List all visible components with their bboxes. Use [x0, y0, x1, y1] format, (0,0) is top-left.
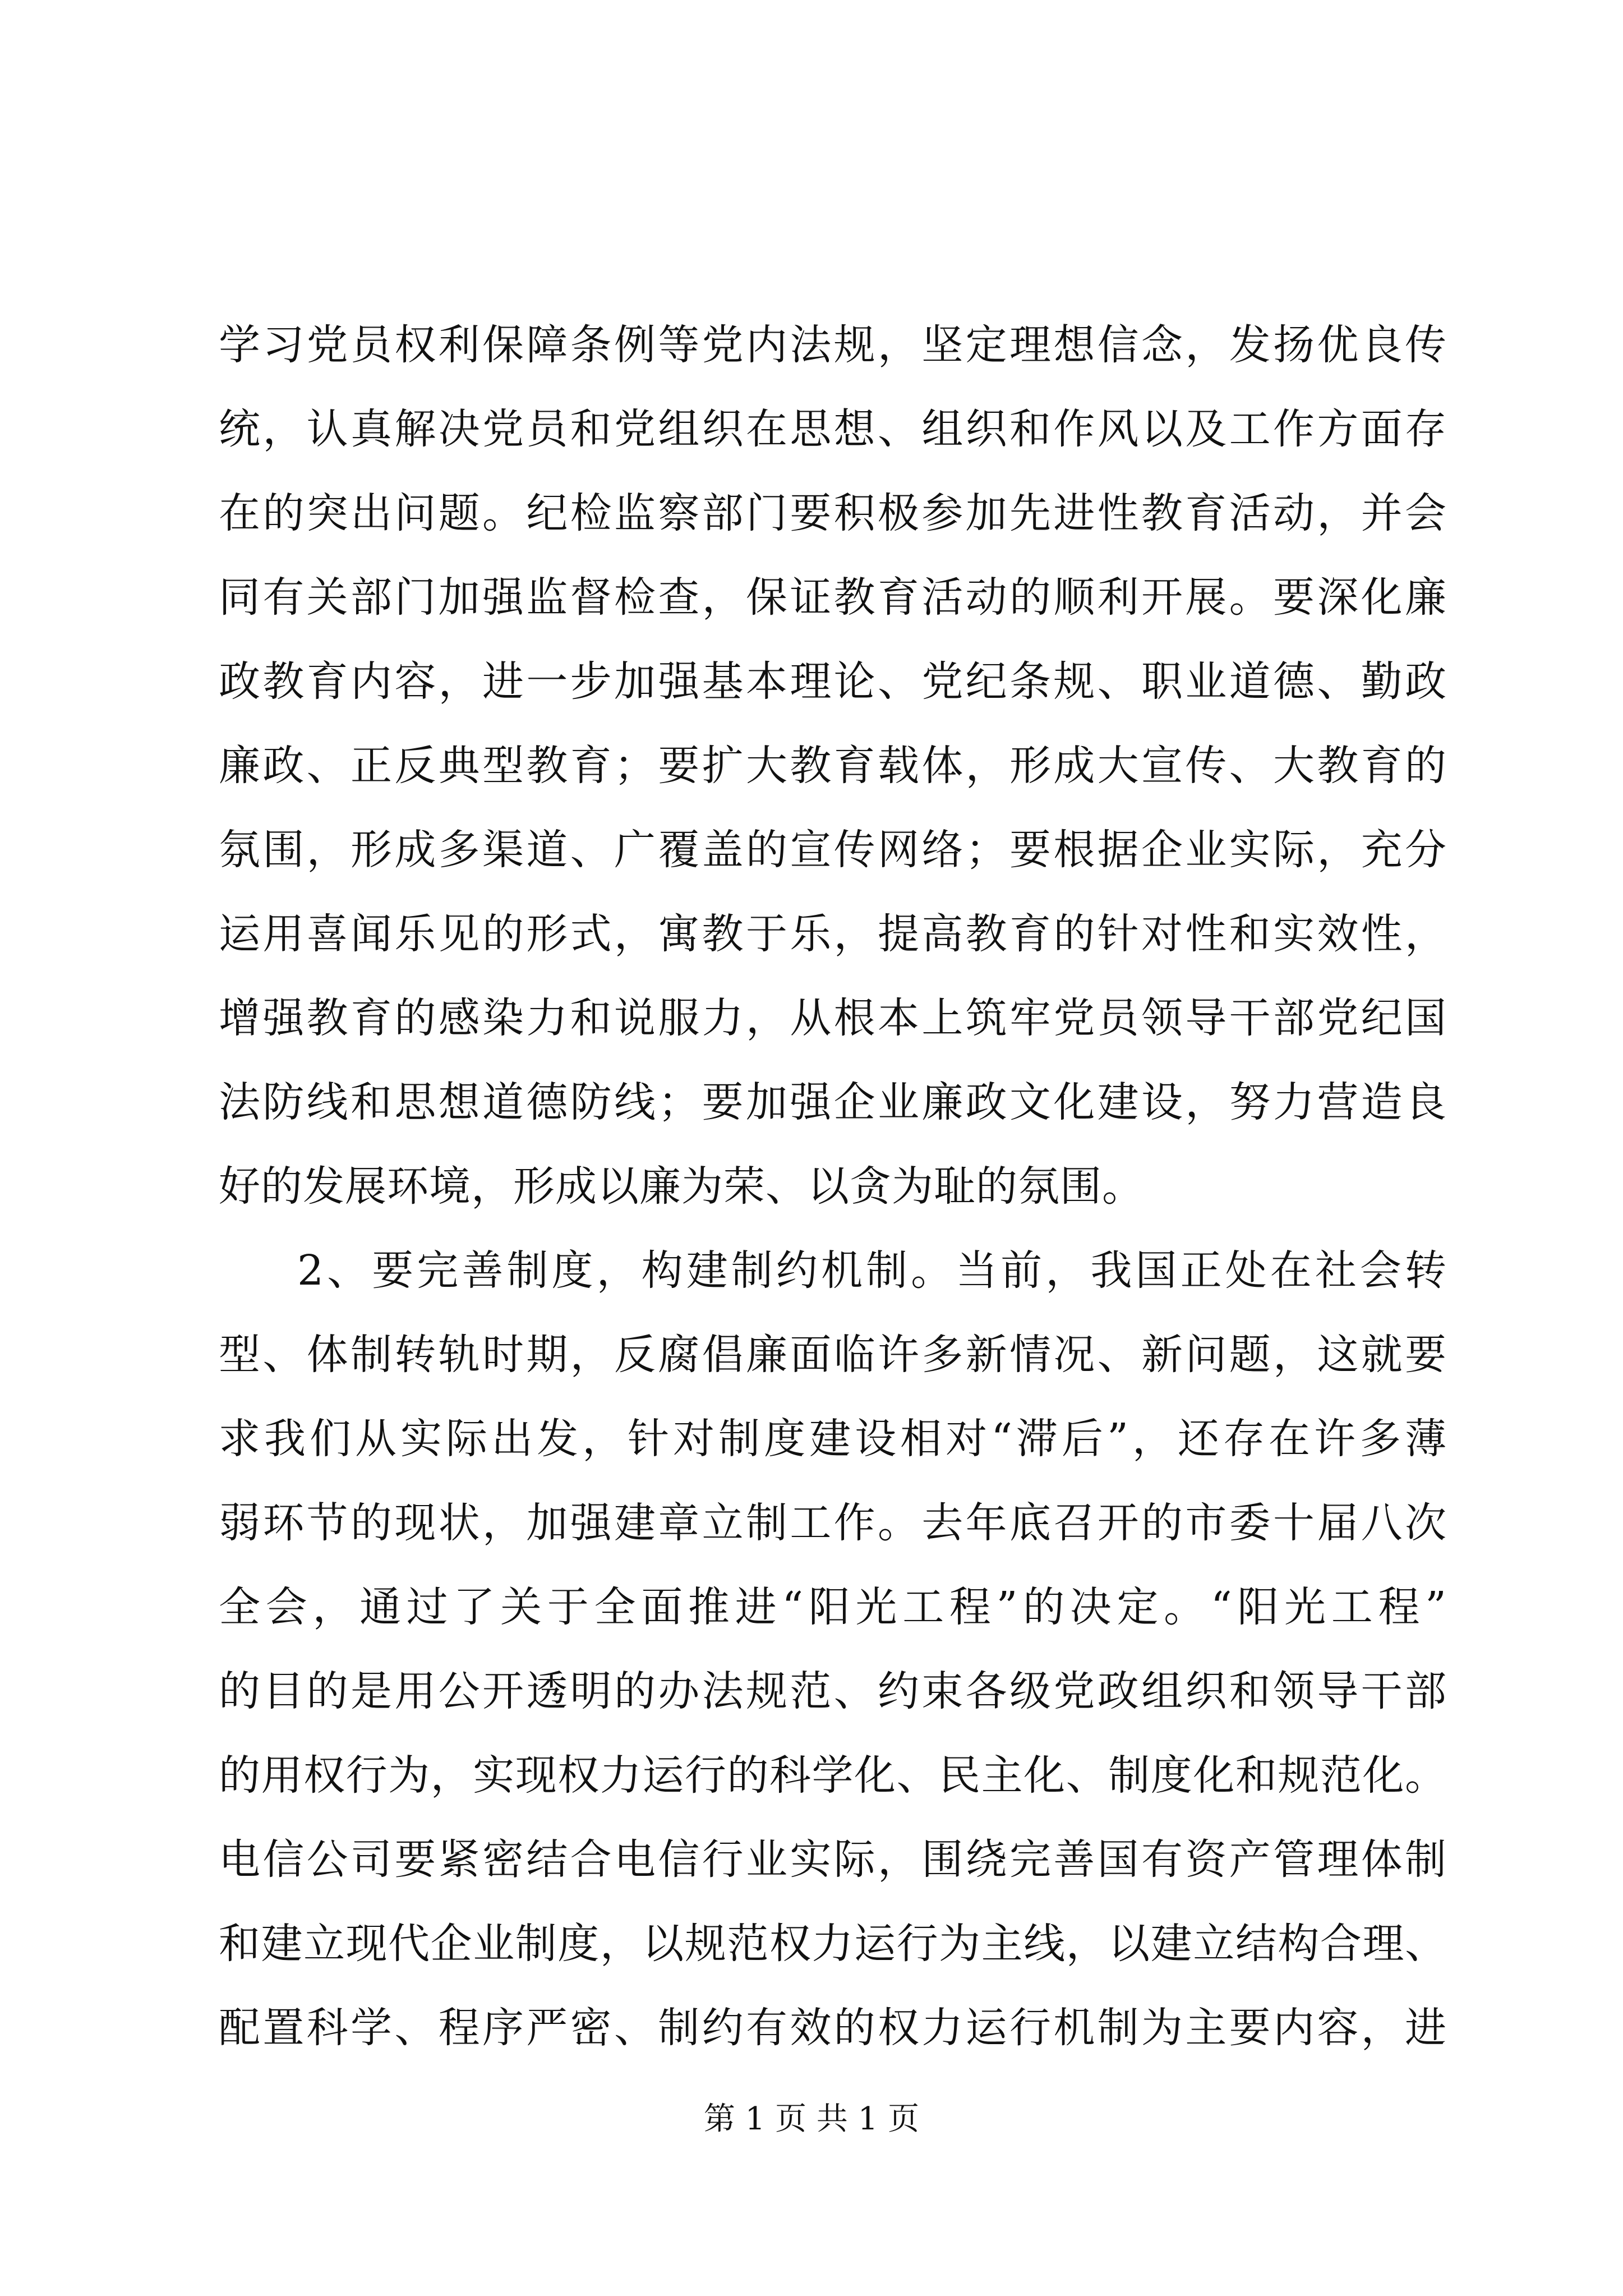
- text-line: 政教育内容，进一步加强基本理论、党纪条规、职业道德、勤政: [219, 657, 1447, 706]
- text-line: 电信公司要紧密结合电信行业实际，围绕完善国有资产管理体制: [219, 1835, 1447, 1884]
- text-line: 在的突出问题。纪检监察部门要积极参加先进性教育活动，并会: [219, 489, 1447, 537]
- text-line: 法防线和思想道德防线；要加强企业廉政文化建设，努力营造良: [219, 1078, 1447, 1126]
- text-line: 求我们从实际出发，针对制度建设相对“滞后”，还存在许多薄: [219, 1415, 1447, 1463]
- text-line: 的目的是用公开透明的办法规范、约束各级党政组织和领导干部: [219, 1667, 1447, 1715]
- text-line: 学习党员权利保障条例等党内法规，坚定理想信念，发扬优良传: [219, 321, 1447, 369]
- text-line: 增强教育的感染力和说服力，从根本上筑牢党员领导干部党纪国: [219, 994, 1447, 1042]
- text-line: 型、体制转轨时期，反腐倡廉面临许多新情况、新问题，这就要: [219, 1331, 1447, 1379]
- text-line: 廉政、正反典型教育；要扩大教育载体，形成大宣传、大教育的: [219, 742, 1447, 790]
- text-line: 统，认真解决党员和党组织在思想、组织和作风以及工作方面存: [219, 405, 1447, 453]
- text-line: 弱环节的现状，加强建章立制工作。去年底召开的市委十届八次: [219, 1499, 1447, 1547]
- text-line: 配置科学、程序严密、制约有效的权力运行机制为主要内容，进: [219, 2004, 1447, 2052]
- page-number-footer: 第 1 页 共 1 页: [703, 2101, 920, 2137]
- text-line: 全会，通过了关于全面推进“阳光工程”的决定。“阳光工程”: [219, 1583, 1447, 1631]
- text-line: 的用权行为，实现权力运行的科学化、民主化、制度化和规范化。: [219, 1751, 1447, 1800]
- text-line: 好的发展环境，形成以廉为荣、以贪为耻的氛围。: [219, 1162, 1144, 1211]
- text-line: 氛围，形成多渠道、广覆盖的宣传网络；要根据企业实际，充分: [219, 826, 1447, 874]
- text-line: 同有关部门加强监督检查，保证教育活动的顺利开展。要深化廉: [219, 573, 1447, 622]
- text-line: 运用喜闻乐见的形式，寓教于乐，提高教育的针对性和实效性，: [219, 910, 1447, 958]
- paragraph-start-line: 2、要完善制度，构建制约机制。当前，我国正处在社会转: [297, 1246, 1447, 1295]
- text-line: 和建立现代企业制度，以规范权力运行为主线，以建立结构合理、: [219, 1920, 1447, 1968]
